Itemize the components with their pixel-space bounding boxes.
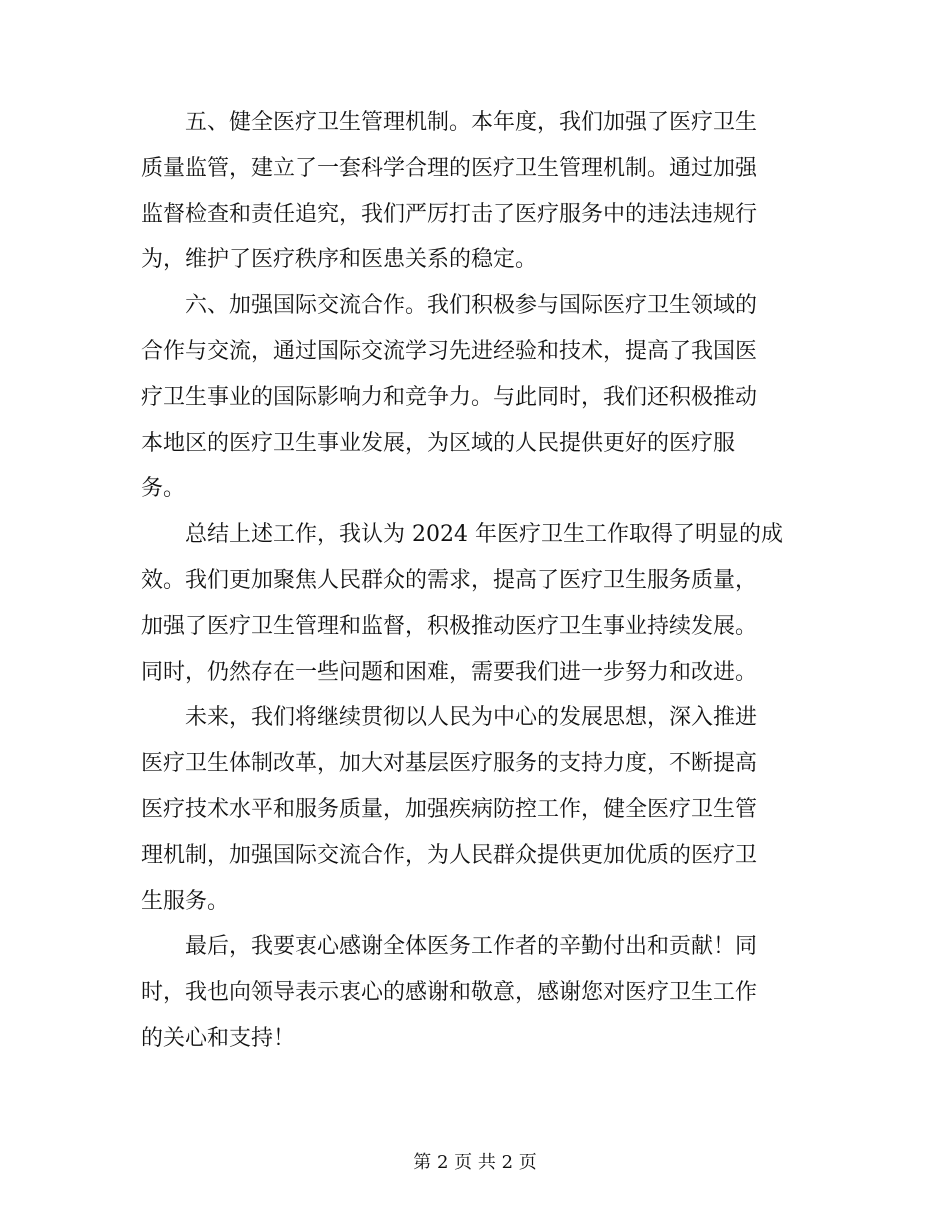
- text-line: 医疗卫生体制改革，加大对基层医疗服务的支持力度，不断提高: [141, 751, 758, 777]
- text-line: 的关心和支持！: [141, 1025, 296, 1051]
- text-line: 同时，仍然存在一些问题和困难，需要我们进一步努力和改进。: [141, 659, 758, 685]
- text-line: 务。: [141, 476, 186, 502]
- document-body: [141, 100, 811, 1062]
- text-line: 医疗技术水平和服务质量，加强疾病防控工作，健全医疗卫生管: [141, 796, 758, 822]
- text-line: 加强了医疗卫生管理和监督，积极推动医疗卫生事业持续发展。: [141, 613, 758, 639]
- page-number-footer: 第 2 页 共 2 页: [413, 1152, 537, 1173]
- text-line: 监督检查和责任追究，我们严厉打击了医疗服务中的违法违规行: [141, 201, 758, 227]
- text-line: 时，我也向领导表示衷心的感谢和敬意，感谢您对医疗卫生工作: [141, 980, 758, 1006]
- text-line: 六、加强国际交流合作。我们积极参与国际医疗卫生领域的: [141, 293, 758, 319]
- text-line: 总结上述工作，我认为 2024 年医疗卫生工作取得了明显的成: [141, 522, 783, 548]
- text-line: 生服务。: [141, 888, 230, 914]
- paragraph-summary: [141, 512, 811, 695]
- text-line: 为，维护了医疗秩序和医患关系的稳定。: [141, 247, 538, 273]
- text-line: 效。我们更加聚焦人民群众的需求，提高了医疗卫生服务质量，: [141, 567, 758, 593]
- text-line: 最后，我要衷心感谢全体医务工作者的辛勤付出和贡献！同: [141, 934, 758, 960]
- text-line: 理机制，加强国际交流合作，为人民群众提供更加优质的医疗卫: [141, 842, 758, 868]
- text-line: 质量监管，建立了一套科学合理的医疗卫生管理机制。通过加强: [141, 155, 758, 181]
- text-line: 本地区的医疗卫生事业发展，为区域的人民提供更好的医疗服: [141, 430, 736, 456]
- text-line: 未来，我们将继续贯彻以人民为中心的发展思想，深入推进: [141, 705, 758, 731]
- paragraph-5: [141, 100, 811, 283]
- text-line: 合作与交流，通过国际交流学习先进经验和技术，提高了我国医: [141, 338, 758, 364]
- text-line: 疗卫生事业的国际影响力和竞争力。与此同时，我们还积极推动: [141, 384, 758, 410]
- paragraph-6: [141, 283, 811, 512]
- paragraph-closing: [141, 924, 811, 1061]
- text-line: 五、健全医疗卫生管理机制。本年度，我们加强了医疗卫生: [141, 110, 758, 135]
- paragraph-future: [141, 695, 811, 924]
